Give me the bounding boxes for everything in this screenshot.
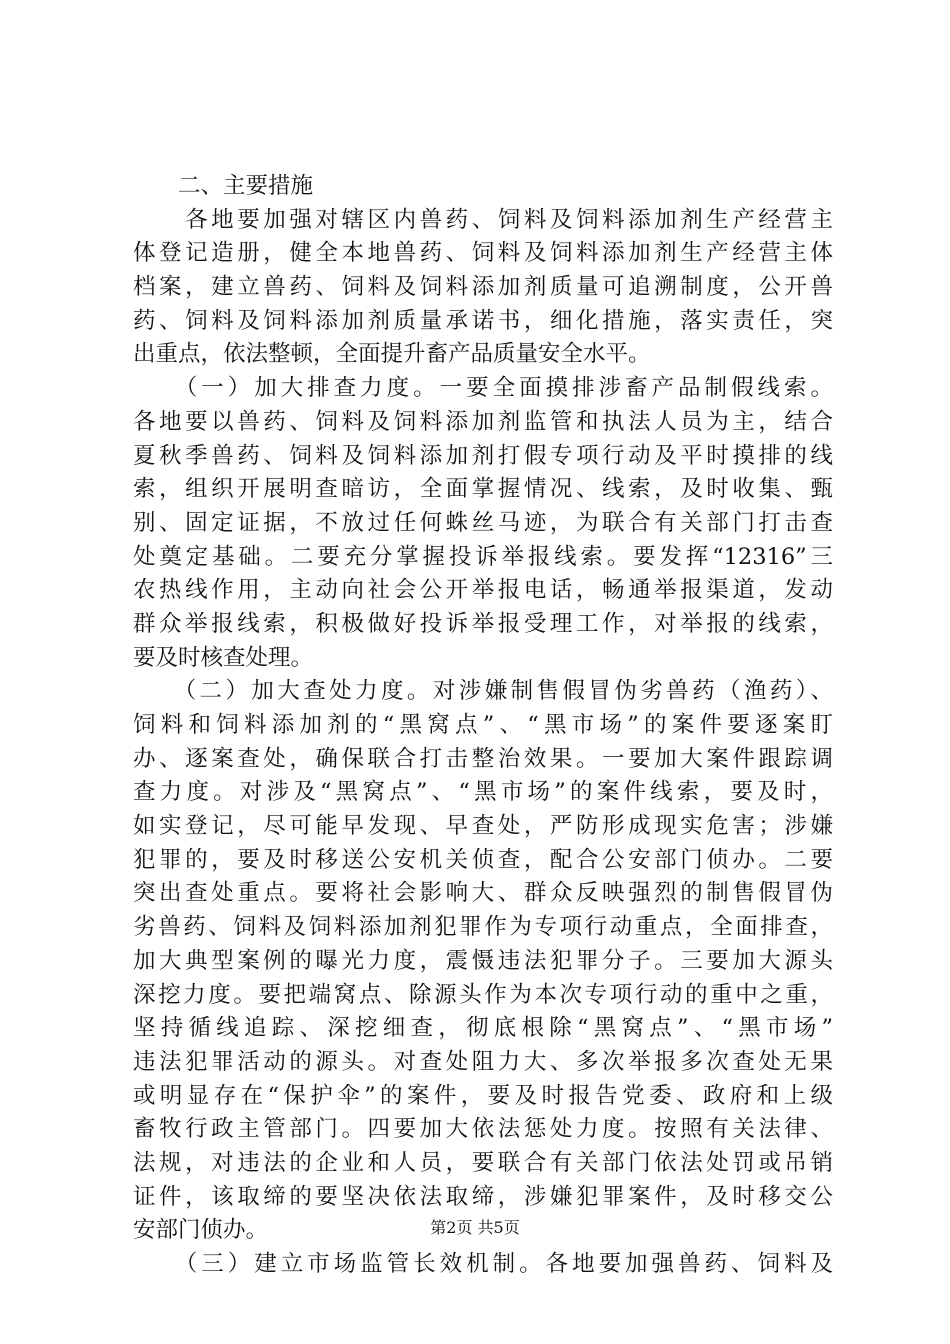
- text-line: 二、主要措施: [133, 173, 314, 199]
- text-line: 体登记造册，健全本地兽药、饲料及饲料添加剂生产经营主体: [133, 240, 833, 267]
- text-line: 要及时核查处理。: [133, 644, 314, 671]
- text-line: 加大典型案例的曝光力度，震慑违法犯罪分子。三要加大源头: [133, 947, 833, 974]
- page-number-footer: 第2页 共5页: [430, 1218, 520, 1237]
- text-line: 各地要以兽药、饲料及饲料添加剂监管和执法人员为主，结合: [133, 408, 833, 435]
- text-line: 办、逐案查处，确保联合打击整治效果。一要加大案件跟踪调: [133, 745, 833, 772]
- text-line: 深挖力度。要把端窝点、除源头作为本次专项行动的重中之重，: [133, 981, 833, 1008]
- text-line: 药、饲料及饲料添加剂质量承诺书，细化措施，落实责任，突: [133, 307, 833, 334]
- text-line: 或明显存在“保护伞”的案件，要及时报告党委、政府和上级: [133, 1082, 833, 1109]
- text-line: 如实登记，尽可能早发现、早查处，严防形成现实危害；涉嫌: [133, 813, 833, 840]
- document-body: [133, 170, 833, 1282]
- text-line: 出重点，依法整顿，全面提升畜产品质量安全水平。: [133, 341, 651, 368]
- text-line: 证件，该取缔的要坚决依法取缔，涉嫌犯罪案件，及时移交公: [133, 1183, 833, 1210]
- text-line: （一）加大排查力度。一要全面摸排涉畜产品制假线索。: [133, 375, 833, 402]
- text-line: 处奠定基础。二要充分掌握投诉举报线索。要发挥“12316”三: [133, 543, 833, 570]
- text-line: 索，组织开展明查暗访，全面掌握情况、线索，及时收集、甄: [133, 476, 833, 503]
- text-line: 坚持循线追踪、深挖细查，彻底根除“黑窝点”、“黑市场”: [133, 1015, 833, 1042]
- text-line: 档案，建立兽药、饲料及饲料添加剂质量可追溯制度，公开兽: [133, 274, 833, 301]
- text-line: 各地要加强对辖区内兽药、饲料及饲料添加剂生产经营主: [133, 206, 833, 233]
- text-line: 查力度。对涉及“黑窝点”、“黑市场”的案件线索，要及时，: [133, 779, 833, 806]
- text-line: 饲料和饲料添加剂的“黑窝点”、“黑市场”的案件要逐案盯: [133, 712, 833, 738]
- text-line: 农热线作用，主动向社会公开举报电话，畅通举报渠道，发动: [133, 577, 833, 604]
- text-line: 群众举报线索，积极做好投诉举报受理工作，对举报的线索，: [133, 610, 833, 637]
- text-line: 违法犯罪活动的源头。对查处阻力大、多次举报多次查处无果: [133, 1048, 833, 1075]
- text-line: 畜牧行政主管部门。四要加大依法惩处力度。按照有关法律、: [133, 1116, 833, 1143]
- text-line: 安部门侦办。: [133, 1217, 269, 1244]
- text-line: 劣兽药、饲料及饲料添加剂犯罪作为专项行动重点，全面排查，: [133, 914, 833, 941]
- text-line: （二）加大查处力度。对涉嫌制售假冒伪劣兽药（渔药）、: [133, 678, 833, 705]
- text-line: （三）建立市场监管长效机制。各地要加强兽药、饲料及: [133, 1251, 833, 1277]
- text-line: 法规，对违法的企业和人员，要联合有关部门依法处罚或吊销: [133, 1149, 833, 1176]
- text-line: 突出查处重点。要将社会影响大、群众反映强烈的制售假冒伪: [133, 880, 833, 907]
- text-line: 犯罪的，要及时移送公安机关侦查，配合公安部门侦办。二要: [133, 846, 833, 873]
- text-line: 夏秋季兽药、饲料及饲料添加剂打假专项行动及平时摸排的线: [133, 442, 833, 469]
- text-line: 别、固定证据，不放过任何蛛丝马迹，为联合有关部门打击查: [133, 509, 833, 536]
